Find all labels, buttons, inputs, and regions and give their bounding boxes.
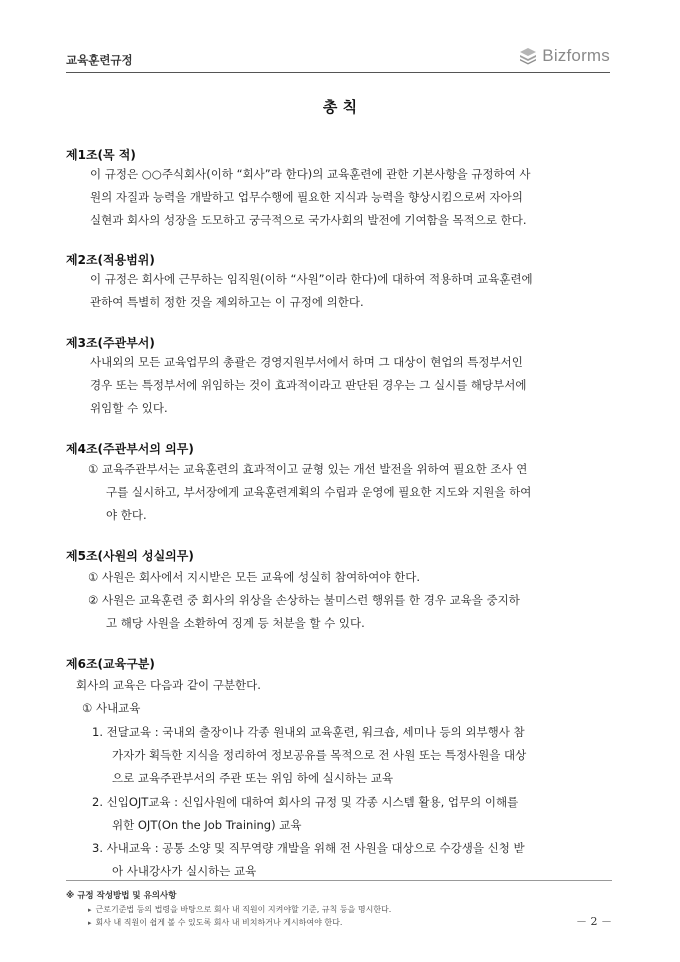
triangle-bullet-icon: ▸ (88, 919, 92, 927)
footer-note-text: 근로기준법 등의 법령을 바탕으로 회사 내 직원이 지켜야할 기준, 규칙 등을 명시한다. (95, 905, 392, 914)
brand-logo (518, 46, 610, 66)
page-header (66, 46, 610, 72)
article-4-line: 야 한다. (106, 508, 147, 522)
article-6-line: 1. 전달교육 : 국내외 출장이나 각종 원내외 교육훈련, 워크숍, 세미나 등의 외부행사 참 (92, 725, 525, 739)
section-heading: 총 칙 (322, 98, 358, 116)
article-6-line: 2. 신입OJT교육 : 신입사원에 대하여 회사의 규정 및 각종 시스템 활용, 업무의 이해를 (92, 795, 519, 809)
article-6-line: 아 사내강사가 실시하는 교육 (112, 864, 257, 878)
article-2-title: 제2조(적용범위) (66, 253, 155, 267)
article-6-line: 3. 사내교육 : 공통 소양 및 직무역량 개발을 위해 전 사원을 대상으로 수강생을 신청 받 (92, 841, 525, 855)
bizforms-logo-icon (518, 47, 538, 65)
article-6-subheading: ① 사내교육 (82, 701, 141, 715)
article-1-line: 실현과 회사의 성장을 도모하고 궁극적으로 국가사회의 발전에 기여함을 목적으로 한다. (90, 213, 527, 227)
article-6-line: 위한 OJT(On the Job Training) 교육 (112, 818, 302, 832)
footer-divider (66, 880, 612, 881)
article-6-line: 가자가 획득한 지식을 정리하여 정보공유를 목적으로 전 사원 또는 특정사원을 대상 (112, 748, 527, 762)
footer-note-item (88, 917, 342, 928)
brand-name: Bizforms (542, 46, 610, 65)
article-2-line: 관하여 특별히 정한 것을 제외하고는 이 규정에 의한다. (90, 295, 364, 309)
article-3-line: 경우 또는 특정부서에 위임하는 것이 효과적이라고 판단된 경우는 그 실시를 해당부서에 (90, 378, 527, 392)
article-6-line: 회사의 교육은 다음과 같이 구분한다. (76, 678, 261, 692)
triangle-bullet-icon: ▸ (88, 906, 92, 914)
article-3-title: 제3조(주관부서) (66, 336, 155, 350)
article-5-line: ① 사원은 회사에서 지시받은 모든 교육에 성실히 참여하여야 한다. (88, 570, 421, 584)
article-1-title: 제1조(목 적) (66, 148, 136, 162)
article-6-line: 으로 교육주관부서의 주관 또는 위임 하에 실시하는 교육 (112, 771, 394, 785)
footer-note-text: 회사 내 직원이 쉽게 볼 수 있도록 회사 내 비치하거나 게시하여야 한다. (95, 918, 343, 927)
article-3-line: 위임할 수 있다. (90, 401, 168, 415)
article-5-title: 제5조(사원의 성실의무) (66, 549, 194, 563)
document-title: 교육훈련규정 (66, 53, 133, 67)
article-5-line: ② 사원은 교육훈련 중 회사의 위상을 손상하는 불미스런 행위를 한 경우 교육을 중지하 (88, 593, 520, 607)
header-divider (66, 72, 610, 73)
article-1-line: 원의 자질과 능력을 개발하고 업무수행에 필요한 지식과 능력을 향상시킴으로써 자아의 (90, 190, 523, 204)
article-2-line: 이 규정은 회사에 근무하는 임직원(이하 “사원”이라 한다)에 대하여 적용하며 교육훈련에 (90, 272, 533, 286)
article-3-line: 사내외의 모든 교육업무의 총괄은 경영지원부서에서 하며 그 대상이 현업의 특정부서인 (90, 355, 523, 369)
footer-note-item (88, 904, 391, 915)
article-4-line: ① 교육주관부서는 교육훈련의 효과적이고 균형 있는 개선 발전을 위하여 필요한 조사 연 (88, 462, 528, 476)
page-number: － 2 － (576, 915, 612, 928)
article-6-title: 제6조(교육구분) (66, 657, 155, 671)
article-4-line: 구를 실시하고, 부서장에게 교육훈련계획의 수립과 운영에 필요한 지도와 지원을 하여 (106, 485, 532, 499)
article-4-title: 제4조(주관부서의 의무) (66, 442, 194, 456)
article-1-line: 이 규정은 ○○주식회사(이하 “회사”라 한다)의 교육훈련에 관한 기본사항을 규정하여 사 (90, 167, 531, 181)
footer-note-title: ※ 규정 작성방법 및 유의사항 (66, 891, 177, 901)
article-5-line: 고 해당 사원을 소환하여 징계 등 처분을 할 수 있다. (106, 616, 365, 630)
